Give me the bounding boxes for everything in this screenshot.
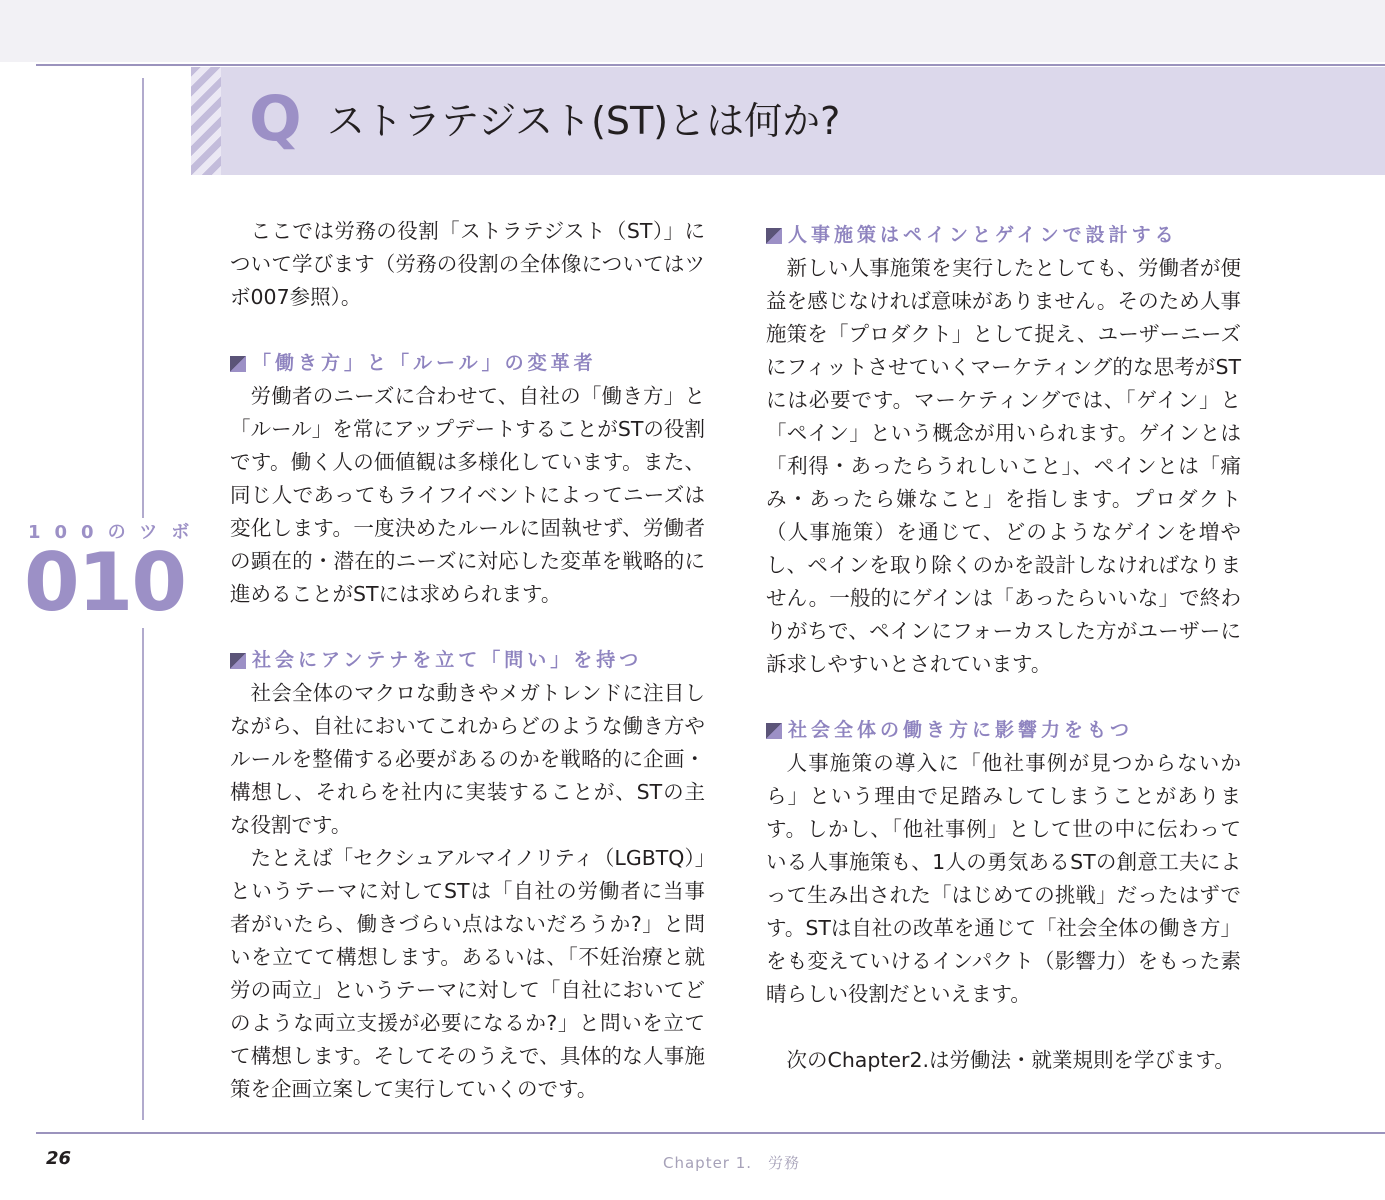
closing-paragraph: 次のChapter2.は労働法・就業規則を学びます。	[786, 1048, 1235, 1072]
running-footer: Chapter 1. 労務	[663, 1154, 801, 1172]
section-heading	[230, 644, 705, 677]
section-heading-text: 「働き方」と「ルール」の変革者	[252, 352, 597, 374]
section-heading	[766, 714, 1241, 747]
left-column	[230, 215, 705, 1106]
body-paragraph: 労働者のニーズに合わせて、自社の「働き方」と「ルール」を常にアップデートすることがSTの役割です。働く人の価値観は多様化しています。また、同じ人であってもライフイベントによってニーズは変化します。一度決めたルールに固執せず、労働者の顕在的・潜在的ニーズに対応した変革を戦略的に進めることがSTには求められます。	[230, 384, 705, 606]
body-paragraph: 新しい人事施策を実行したとしても、労働者が便益を感じなければ意味がありません。そのため人事施策を「プロダクト」として捉え、ユーザーニーズにフィットさせていくマーケティング的な思考がSTには必要です。マーケティングでは、「ゲイン」と「ペイン」という概念が用いられます。ゲインとは「利得・あったらうれしいこと」、ペインとは「痛み・あったら嫌なこと」を指します。プロダクト（人事施策）を通じて、どのようなゲインを増やし、ペインを取り除くのかを設計しなければなりません。一般的にゲインは「あったらいいな」で終わりがちで、ペインにフォーカスした方がユーザーに訴求しやすいとされています。	[766, 256, 1241, 676]
bottom-rule	[36, 1132, 1385, 1134]
section-heading-text: 社会にアンテナを立て「問い」を持つ	[252, 649, 643, 671]
heading-square-icon	[230, 356, 246, 372]
tsubo-badge	[24, 518, 204, 629]
page-title: ストラテジスト(ST)とは何か?	[327, 99, 841, 143]
section-heading	[766, 219, 1241, 252]
heading-square-icon	[766, 228, 782, 244]
heading-square-icon	[766, 723, 782, 739]
section-heading-text: 社会全体の働き方に影響力をもつ	[788, 719, 1134, 741]
tsubo-label: 100のツボ	[28, 522, 204, 543]
heading-square-icon	[230, 653, 246, 669]
right-column	[766, 219, 1241, 1077]
section-heading	[230, 347, 705, 380]
top-margin	[0, 0, 1385, 62]
body-paragraph: たとえば「セクシュアルマイノリティ（LGBTQ）」というテーマに対してSTは「自社の労働者に当事者がいたら、働きづらい点はないだろうか?」と問いを立てて構想します。あるいは、「不妊治療と就労の両立」というテーマに対して「自社においてどのような両立支援が必要になるか?」と問いを立てて構想します。そしてそのうえで、具体的な人事施策を企画立案して実行していくのです。	[230, 846, 705, 1101]
tsubo-number: 010	[24, 536, 185, 629]
intro-paragraph: ここでは労務の役割「ストラテジスト（ST）」について学びます（労務の役割の全体像についてはツボ007参照）。	[230, 219, 705, 309]
question-header	[191, 67, 1385, 175]
section-heading-text: 人事施策はペインとゲインで設計する	[788, 224, 1178, 246]
body-paragraph: 社会全体のマクロな動きやメガトレンドに注目しながら、自社においてこれからどのような働き方やルールを整備する必要があるのかを戦略的に企画・構想し、それらを社内に実装することが、STの主な役割です。	[230, 681, 705, 837]
page-number: 26	[46, 1148, 72, 1169]
q-mark: Q	[249, 82, 302, 155]
body-paragraph: 人事施策の導入に「他社事例が見つからないから」という理由で足踏みしてしまうことがあります。しかし、「他社事例」として世の中に伝わっている人事施策も、1人の勇気あるSTの創意工夫によって生み出された「はじめての挑戦」だったはずです。STは自社の改革を通じて「社会全体の働き方」をも変えていけるインパクト（影響力）をもった素晴らしい役割だといえます。	[766, 751, 1241, 1006]
stripe-decoration	[191, 67, 221, 175]
top-rule	[36, 64, 1385, 66]
